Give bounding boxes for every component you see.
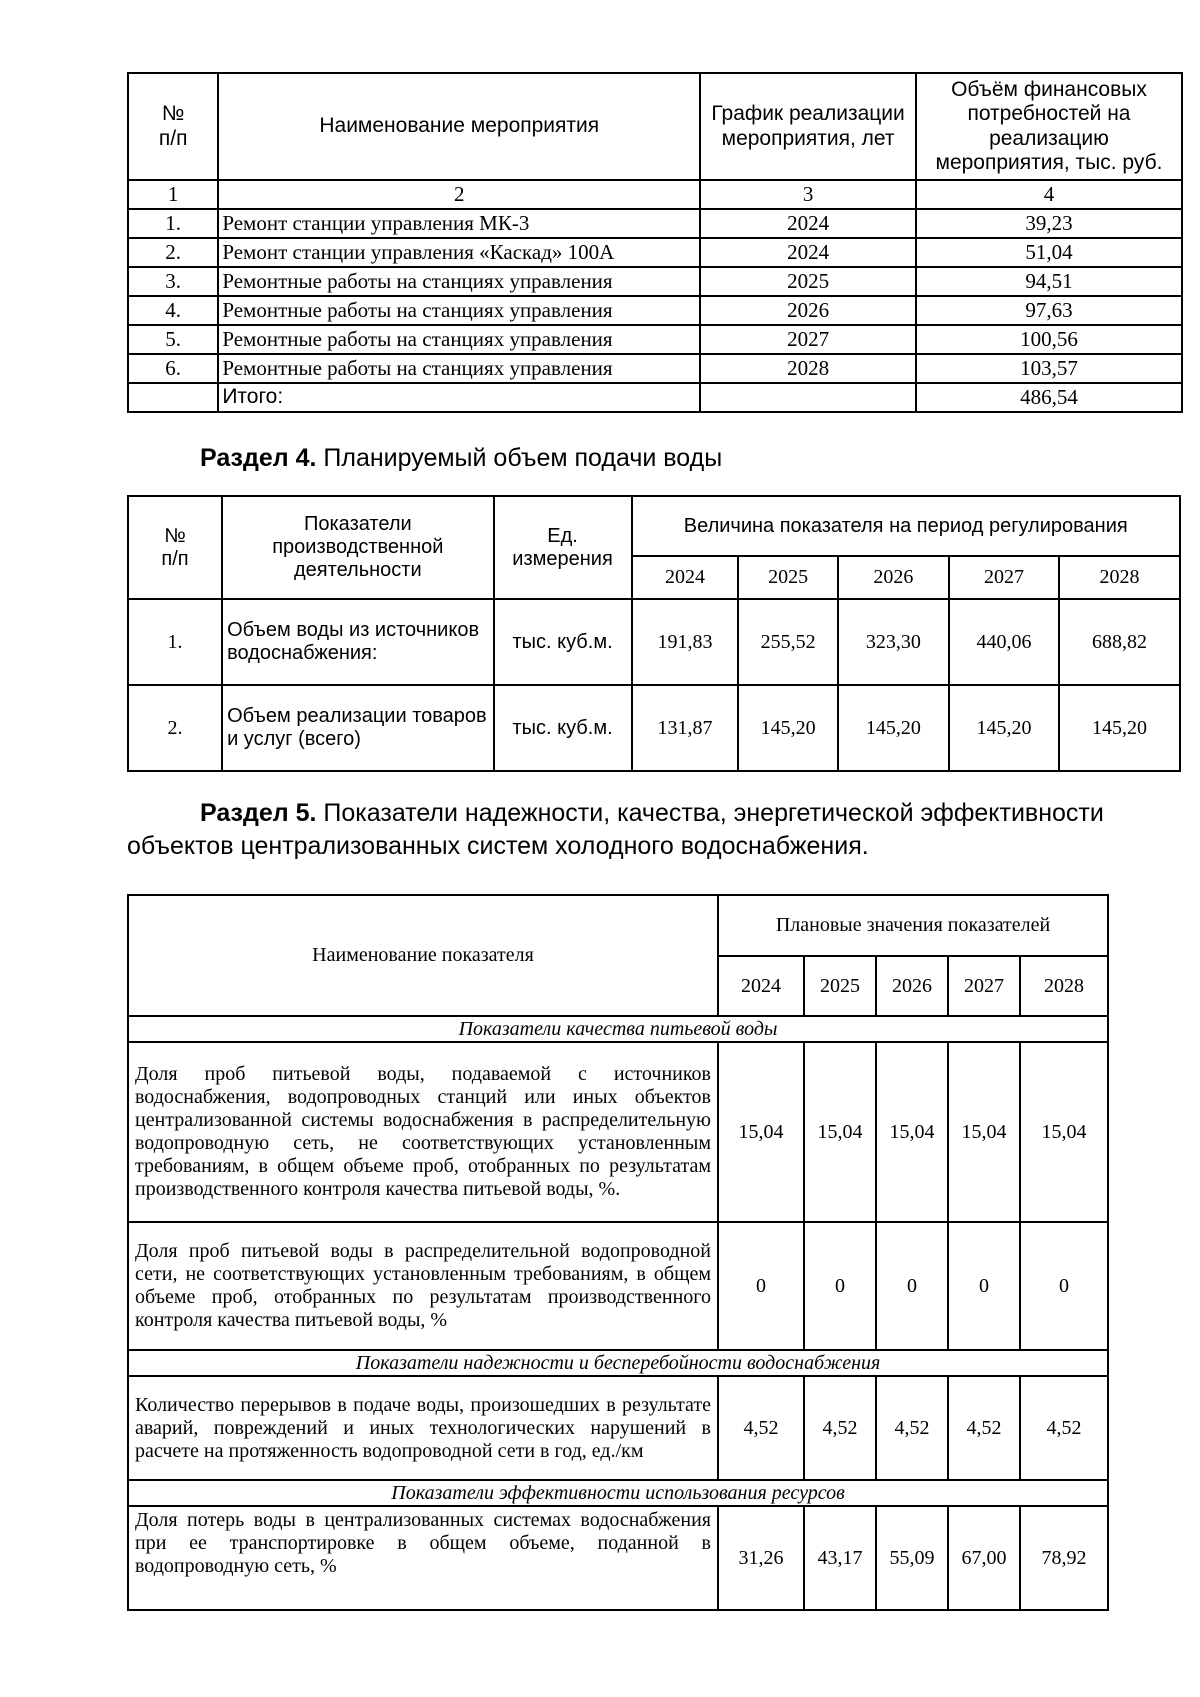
col-name-header: Наименование мероприятия: [218, 73, 700, 180]
year-header: 2028: [1059, 556, 1180, 599]
row-year: 2024: [700, 209, 916, 238]
row-value: 4,52: [804, 1376, 876, 1480]
row-name: Ремонтные работы на станциях управления: [218, 325, 700, 354]
row-amount: 94,51: [916, 267, 1182, 296]
section-5-title: Показатели надежности, качества, энергетической эффективности объектов централизованных систем холодного водоснабжения.: [127, 799, 1104, 860]
total-row: [128, 383, 1182, 412]
section-4-heading: [200, 442, 722, 475]
row-value: 31,26: [718, 1506, 804, 1610]
table-row: [128, 267, 1182, 296]
table-row: [128, 1506, 1108, 1610]
row-amount: 51,04: [916, 238, 1182, 267]
empty-cell: [700, 383, 916, 412]
row-name: Объем реализации товаров и услуг (всего): [222, 685, 494, 771]
year-header: 2028: [1020, 956, 1108, 1016]
row-value: 145,20: [838, 685, 949, 771]
year-header: 2024: [632, 556, 739, 599]
row-num: 2.: [128, 685, 222, 771]
row-value: 0: [718, 1222, 804, 1350]
row-year: 2024: [700, 238, 916, 267]
year-header: 2026: [876, 956, 948, 1016]
row-year: 2027: [700, 325, 916, 354]
total-amount: 486,54: [916, 383, 1182, 412]
section-4-title: Планируемый объем подачи воды: [316, 444, 723, 472]
year-header: 2027: [948, 956, 1020, 1016]
row-value: 43,17: [804, 1506, 876, 1610]
water-supply-table: [127, 495, 1181, 772]
group-header-row: [128, 1480, 1108, 1506]
row-value: 0: [876, 1222, 948, 1350]
row-amount: 39,23: [916, 209, 1182, 238]
empty-cell: [128, 383, 218, 412]
table-row: [128, 209, 1182, 238]
row-num: 1.: [128, 599, 222, 685]
col-plan-header: Плановые значения показателей: [718, 895, 1108, 956]
row-name: Доля проб питьевой воды, подаваемой с источников водоснабжения, водопроводных станций или иных объектов централизованной системы водоснабжения в распределительную водопроводную сеть, не соответствующих установленным требованиям, в общем объеме проб, отобранных по результатам производственного контроля качества питьевой воды, %.: [128, 1042, 718, 1222]
row-value: 131,87: [632, 685, 739, 771]
col-number: 4: [916, 180, 1182, 209]
row-value: 4,52: [876, 1376, 948, 1480]
col-schedule-header: График реализации мероприятия, лет: [700, 73, 916, 180]
row-value: 4,52: [718, 1376, 804, 1480]
row-value: 191,83: [632, 599, 739, 685]
row-unit: тыс. куб.м.: [494, 685, 632, 771]
row-amount: 97,63: [916, 296, 1182, 325]
row-value: 4,52: [1020, 1376, 1108, 1480]
year-header: 2025: [804, 956, 876, 1016]
section-5-heading: [127, 797, 1167, 862]
row-name: Объем воды из источников водоснабжения:: [222, 599, 494, 685]
row-value: 0: [804, 1222, 876, 1350]
year-header: 2024: [718, 956, 804, 1016]
row-value: 67,00: [948, 1506, 1020, 1610]
row-value: 145,20: [738, 685, 837, 771]
row-value: 15,04: [876, 1042, 948, 1222]
measures-table: [127, 72, 1183, 413]
col-finance-header: Объём финансовых потребностей на реализацию мероприятия, тыс. руб.: [916, 73, 1182, 180]
row-name: Количество перерывов в подаче воды, произошедших в результате аварий, повреждений и иных технологических нарушений в расчете на протяженность водопроводной сети в год, ед./км: [128, 1376, 718, 1480]
col-period-header: Величина показателя на период регулирования: [632, 496, 1181, 556]
row-num: 1.: [128, 209, 218, 238]
table-row: [128, 354, 1182, 383]
row-value: 78,92: [1020, 1506, 1108, 1610]
row-num: 5.: [128, 325, 218, 354]
row-value: 15,04: [804, 1042, 876, 1222]
row-year: 2028: [700, 354, 916, 383]
row-value: 323,30: [838, 599, 949, 685]
section-4-number: Раздел 4.: [200, 444, 317, 472]
row-value: 4,52: [948, 1376, 1020, 1480]
table-row: [128, 296, 1182, 325]
col-number: 1: [128, 180, 218, 209]
year-header: 2025: [738, 556, 837, 599]
row-value: 55,09: [876, 1506, 948, 1610]
row-num: 6.: [128, 354, 218, 383]
group-header-row: [128, 1350, 1108, 1376]
row-name: Ремонтные работы на станциях управления: [218, 354, 700, 383]
row-name: Ремонт станции управления МК-3: [218, 209, 700, 238]
row-value: 688,82: [1059, 599, 1180, 685]
col-num-header: № п/п: [128, 496, 222, 599]
row-value: 0: [948, 1222, 1020, 1350]
group-title: Показатели качества питьевой воды: [128, 1016, 1108, 1042]
table-row: [128, 1042, 1108, 1222]
group-title: Показатели надежности и бесперебойности водоснабжения: [128, 1350, 1108, 1376]
row-name: Ремонтные работы на станциях управления: [218, 296, 700, 325]
row-name: Доля проб питьевой воды в распределительной водопроводной сети, не соответствующих установленным требованиям, в общем объеме проб, отобранных по результатам производственного контроля качества питьевой воды, %: [128, 1222, 718, 1350]
row-name: Ремонт станции управления «Каскад» 100А: [218, 238, 700, 267]
col-name-header: Наименование показателя: [128, 895, 718, 1016]
row-year: 2026: [700, 296, 916, 325]
col-number: 2: [218, 180, 700, 209]
year-header: 2027: [949, 556, 1059, 599]
col-num-header: № п/п: [128, 73, 218, 180]
row-value: 145,20: [1059, 685, 1180, 771]
row-value: 0: [1020, 1222, 1108, 1350]
table-row: [128, 599, 1180, 685]
row-unit: тыс. куб.м.: [494, 599, 632, 685]
section-5-number: Раздел 5.: [200, 799, 317, 827]
row-value: 15,04: [948, 1042, 1020, 1222]
table-row: [128, 238, 1182, 267]
row-num: 3.: [128, 267, 218, 296]
row-value: 15,04: [718, 1042, 804, 1222]
table-header-row: [128, 73, 1182, 180]
column-numbers-row: [128, 180, 1182, 209]
year-header: 2026: [838, 556, 949, 599]
col-number: 3: [700, 180, 916, 209]
row-amount: 103,57: [916, 354, 1182, 383]
group-header-row: [128, 1016, 1108, 1042]
col-unit-header: Ед. измерения: [494, 496, 632, 599]
row-num: 2.: [128, 238, 218, 267]
row-name: Ремонтные работы на станциях управления: [218, 267, 700, 296]
indicators-table: [127, 894, 1109, 1611]
table-row: [128, 1222, 1108, 1350]
table-row: [128, 1376, 1108, 1480]
total-label: Итого:: [218, 383, 700, 412]
col-indicator-header: Показатели производственной деятельности: [222, 496, 494, 599]
table-row: [128, 325, 1182, 354]
row-year: 2025: [700, 267, 916, 296]
row-value: 15,04: [1020, 1042, 1108, 1222]
table-row: [128, 685, 1180, 771]
row-num: 4.: [128, 296, 218, 325]
row-value: 145,20: [949, 685, 1059, 771]
row-value: 440,06: [949, 599, 1059, 685]
table-header-row: [128, 496, 1180, 556]
row-name: Доля потерь воды в централизованных системах водоснабжения при ее транспортировке в общем объеме, поданной в водопроводную сеть, %: [128, 1506, 718, 1610]
row-amount: 100,56: [916, 325, 1182, 354]
table-header-row: [128, 895, 1108, 956]
row-value: 255,52: [738, 599, 837, 685]
group-title: Показатели эффективности использования ресурсов: [128, 1480, 1108, 1506]
